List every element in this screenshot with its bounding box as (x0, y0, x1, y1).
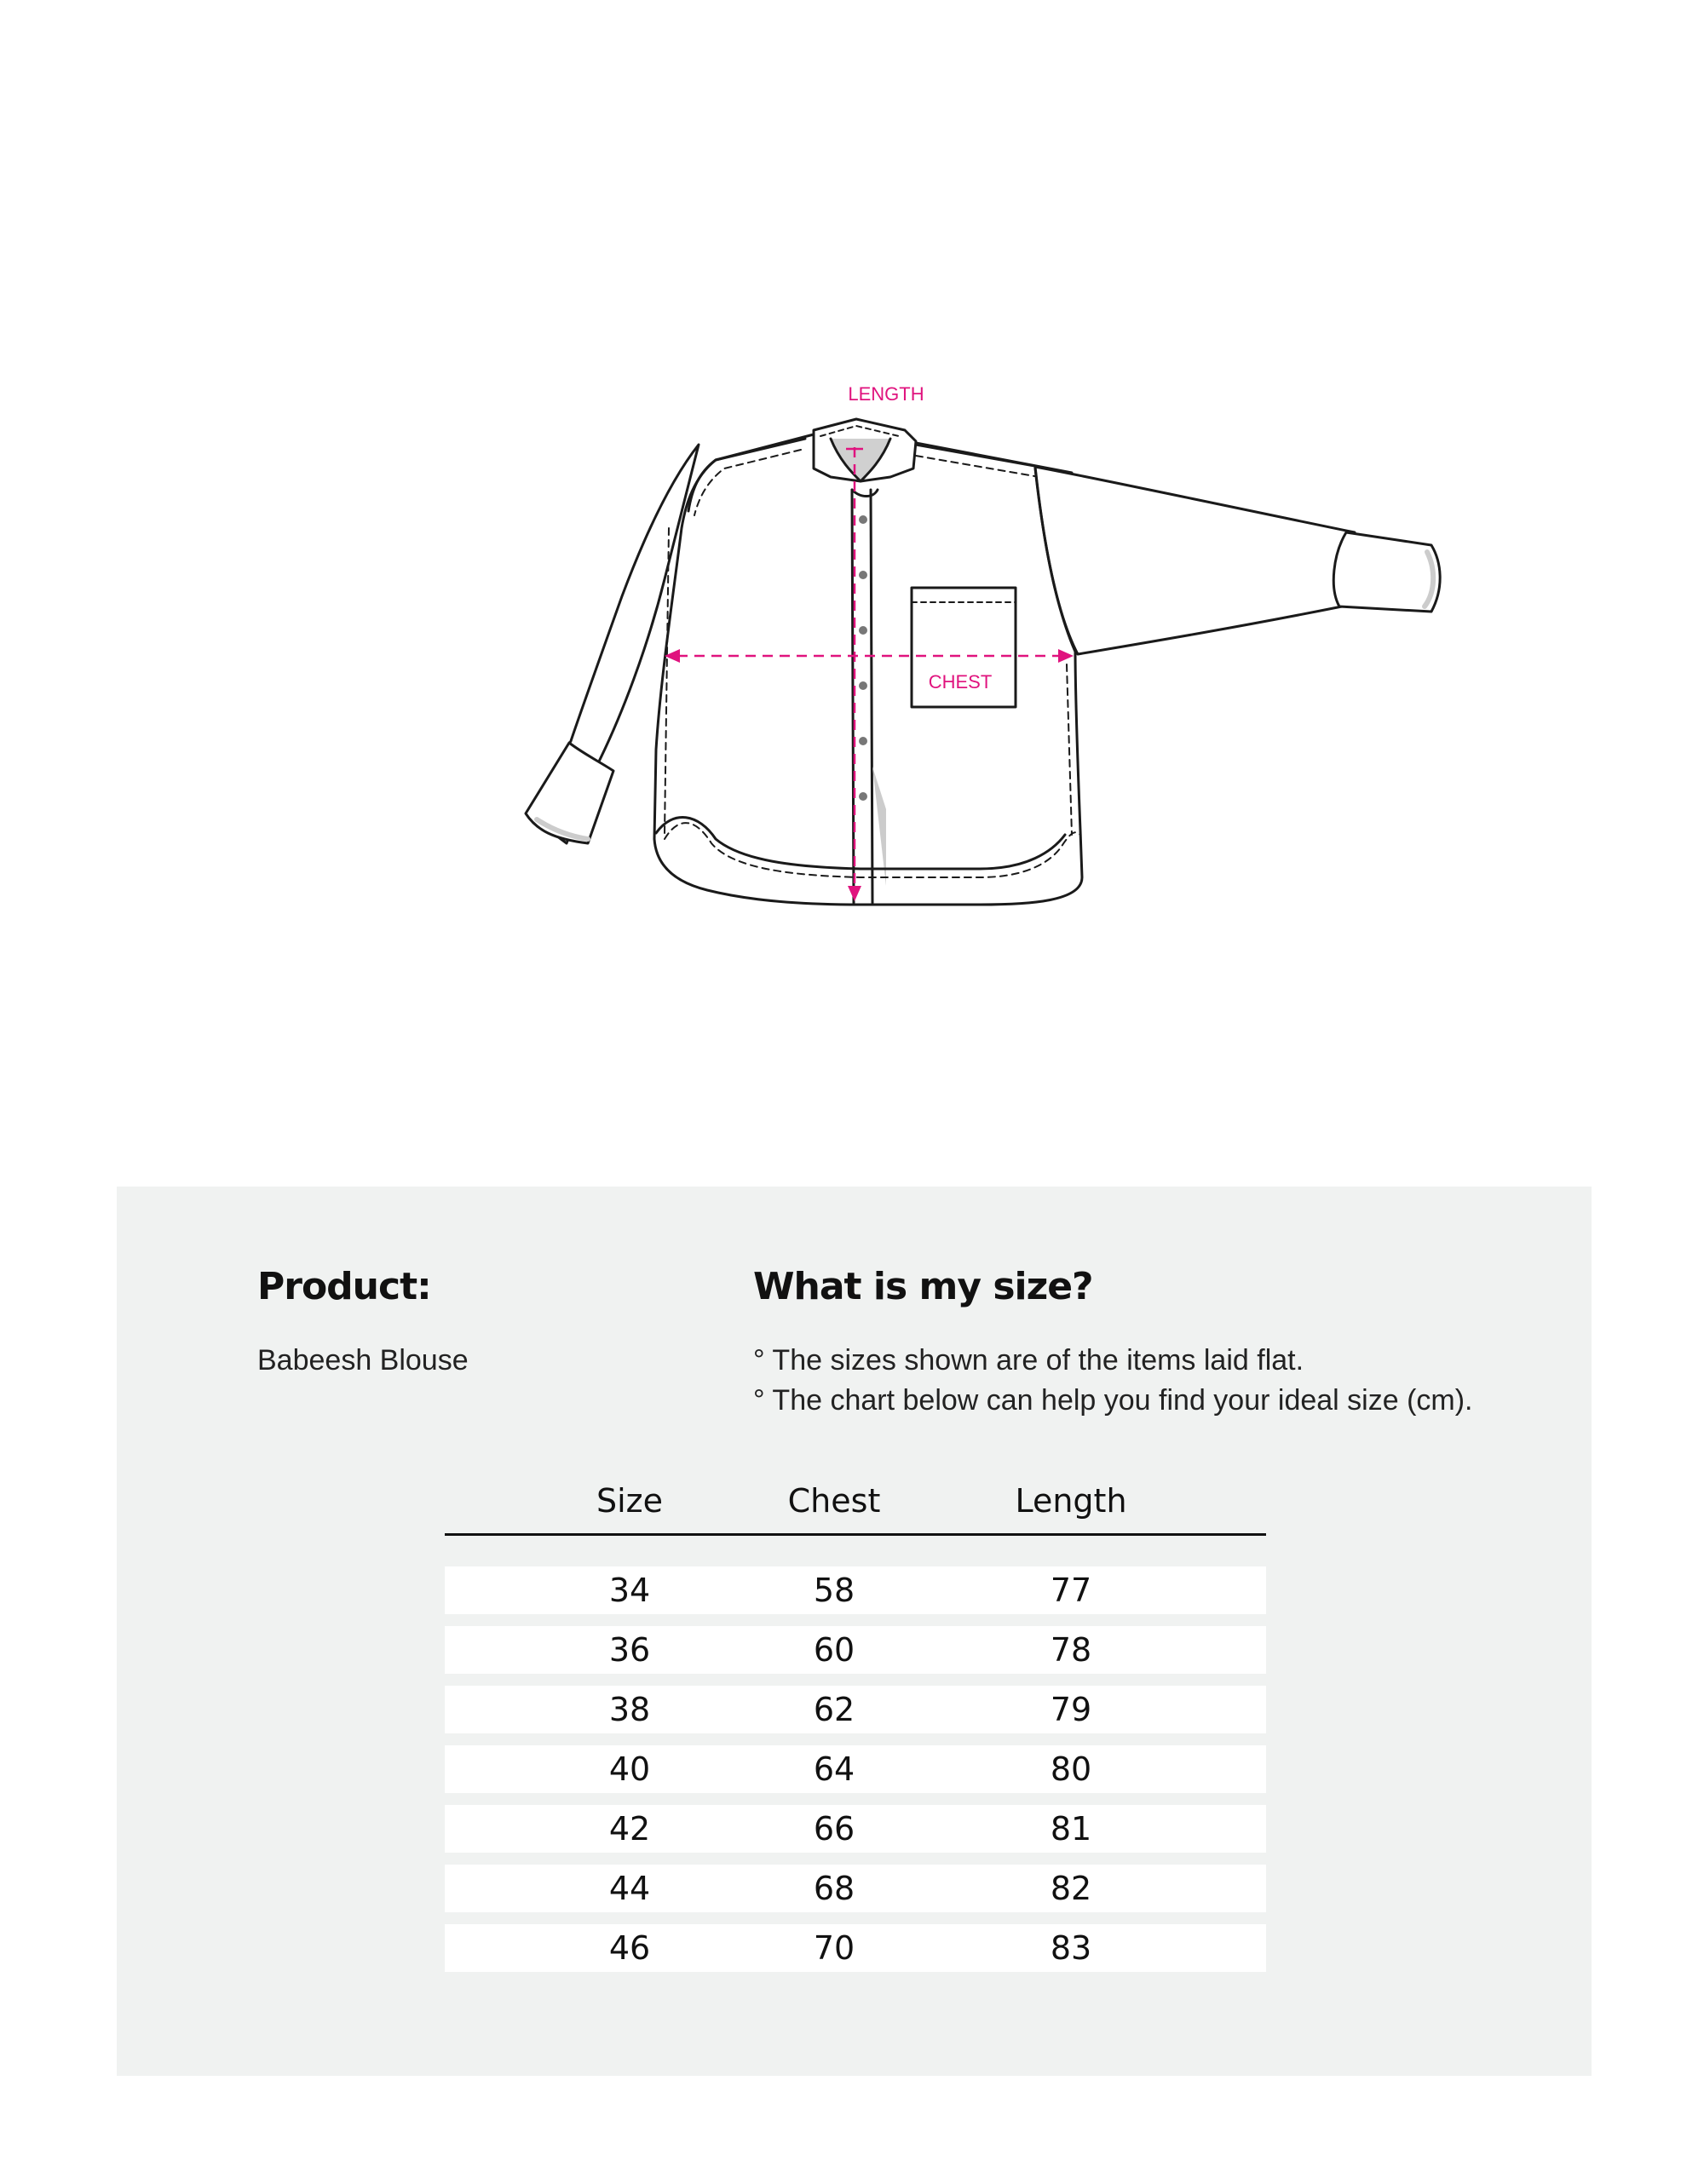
cell-length: 79 (1050, 1691, 1092, 1728)
cell-chest: 68 (813, 1870, 855, 1907)
chest-label: CHEST (928, 671, 993, 693)
table-row (445, 1865, 1266, 1912)
cell-chest: 62 (813, 1691, 855, 1728)
cell-chest: 60 (813, 1631, 855, 1669)
cell-length: 81 (1050, 1810, 1092, 1848)
cell-length: 77 (1050, 1572, 1092, 1609)
header-length: Length (1015, 1482, 1127, 1520)
cell-length: 83 (1050, 1929, 1092, 1967)
cell-size: 42 (608, 1810, 651, 1848)
table-row (445, 1626, 1266, 1674)
header-size: Size (596, 1482, 664, 1520)
size-help-heading: What is my size? (753, 1265, 1093, 1308)
cell-chest: 58 (813, 1572, 855, 1609)
length-label: LENGTH (848, 383, 924, 405)
table-row (445, 1805, 1266, 1853)
product-name: Babeesh Blouse (257, 1344, 469, 1376)
right-sleeve (1035, 467, 1355, 654)
cell-size: 40 (608, 1750, 651, 1788)
cell-size: 44 (608, 1870, 651, 1907)
shirt-body (654, 434, 1082, 905)
cell-length: 82 (1050, 1870, 1092, 1907)
table-row (445, 1924, 1266, 1972)
cell-chest: 66 (813, 1810, 855, 1848)
product-heading: Product: (257, 1265, 431, 1308)
cell-length: 80 (1050, 1750, 1092, 1788)
size-info-panel (117, 1187, 1592, 2076)
cell-size: 46 (608, 1929, 651, 1967)
cell-chest: 70 (813, 1929, 855, 1967)
cell-size: 34 (608, 1572, 651, 1609)
cell-size: 36 (608, 1631, 651, 1669)
cell-length: 78 (1050, 1631, 1092, 1669)
cell-chest: 64 (813, 1750, 855, 1788)
table-row (445, 1566, 1266, 1614)
size-table-body (445, 1566, 1266, 1972)
table-row (445, 1745, 1266, 1793)
size-table-header (445, 1482, 1266, 1536)
header-chest: Chest (787, 1482, 881, 1520)
right-cuff (1333, 532, 1440, 612)
cell-size: 38 (608, 1691, 651, 1728)
size-note-chart-help: ° The chart below can help you find your ideal size (cm). (753, 1384, 1473, 1417)
table-row (445, 1686, 1266, 1733)
size-note-laid-flat: ° The sizes shown are of the items laid flat. (753, 1344, 1304, 1376)
size-table (445, 1482, 1266, 1984)
